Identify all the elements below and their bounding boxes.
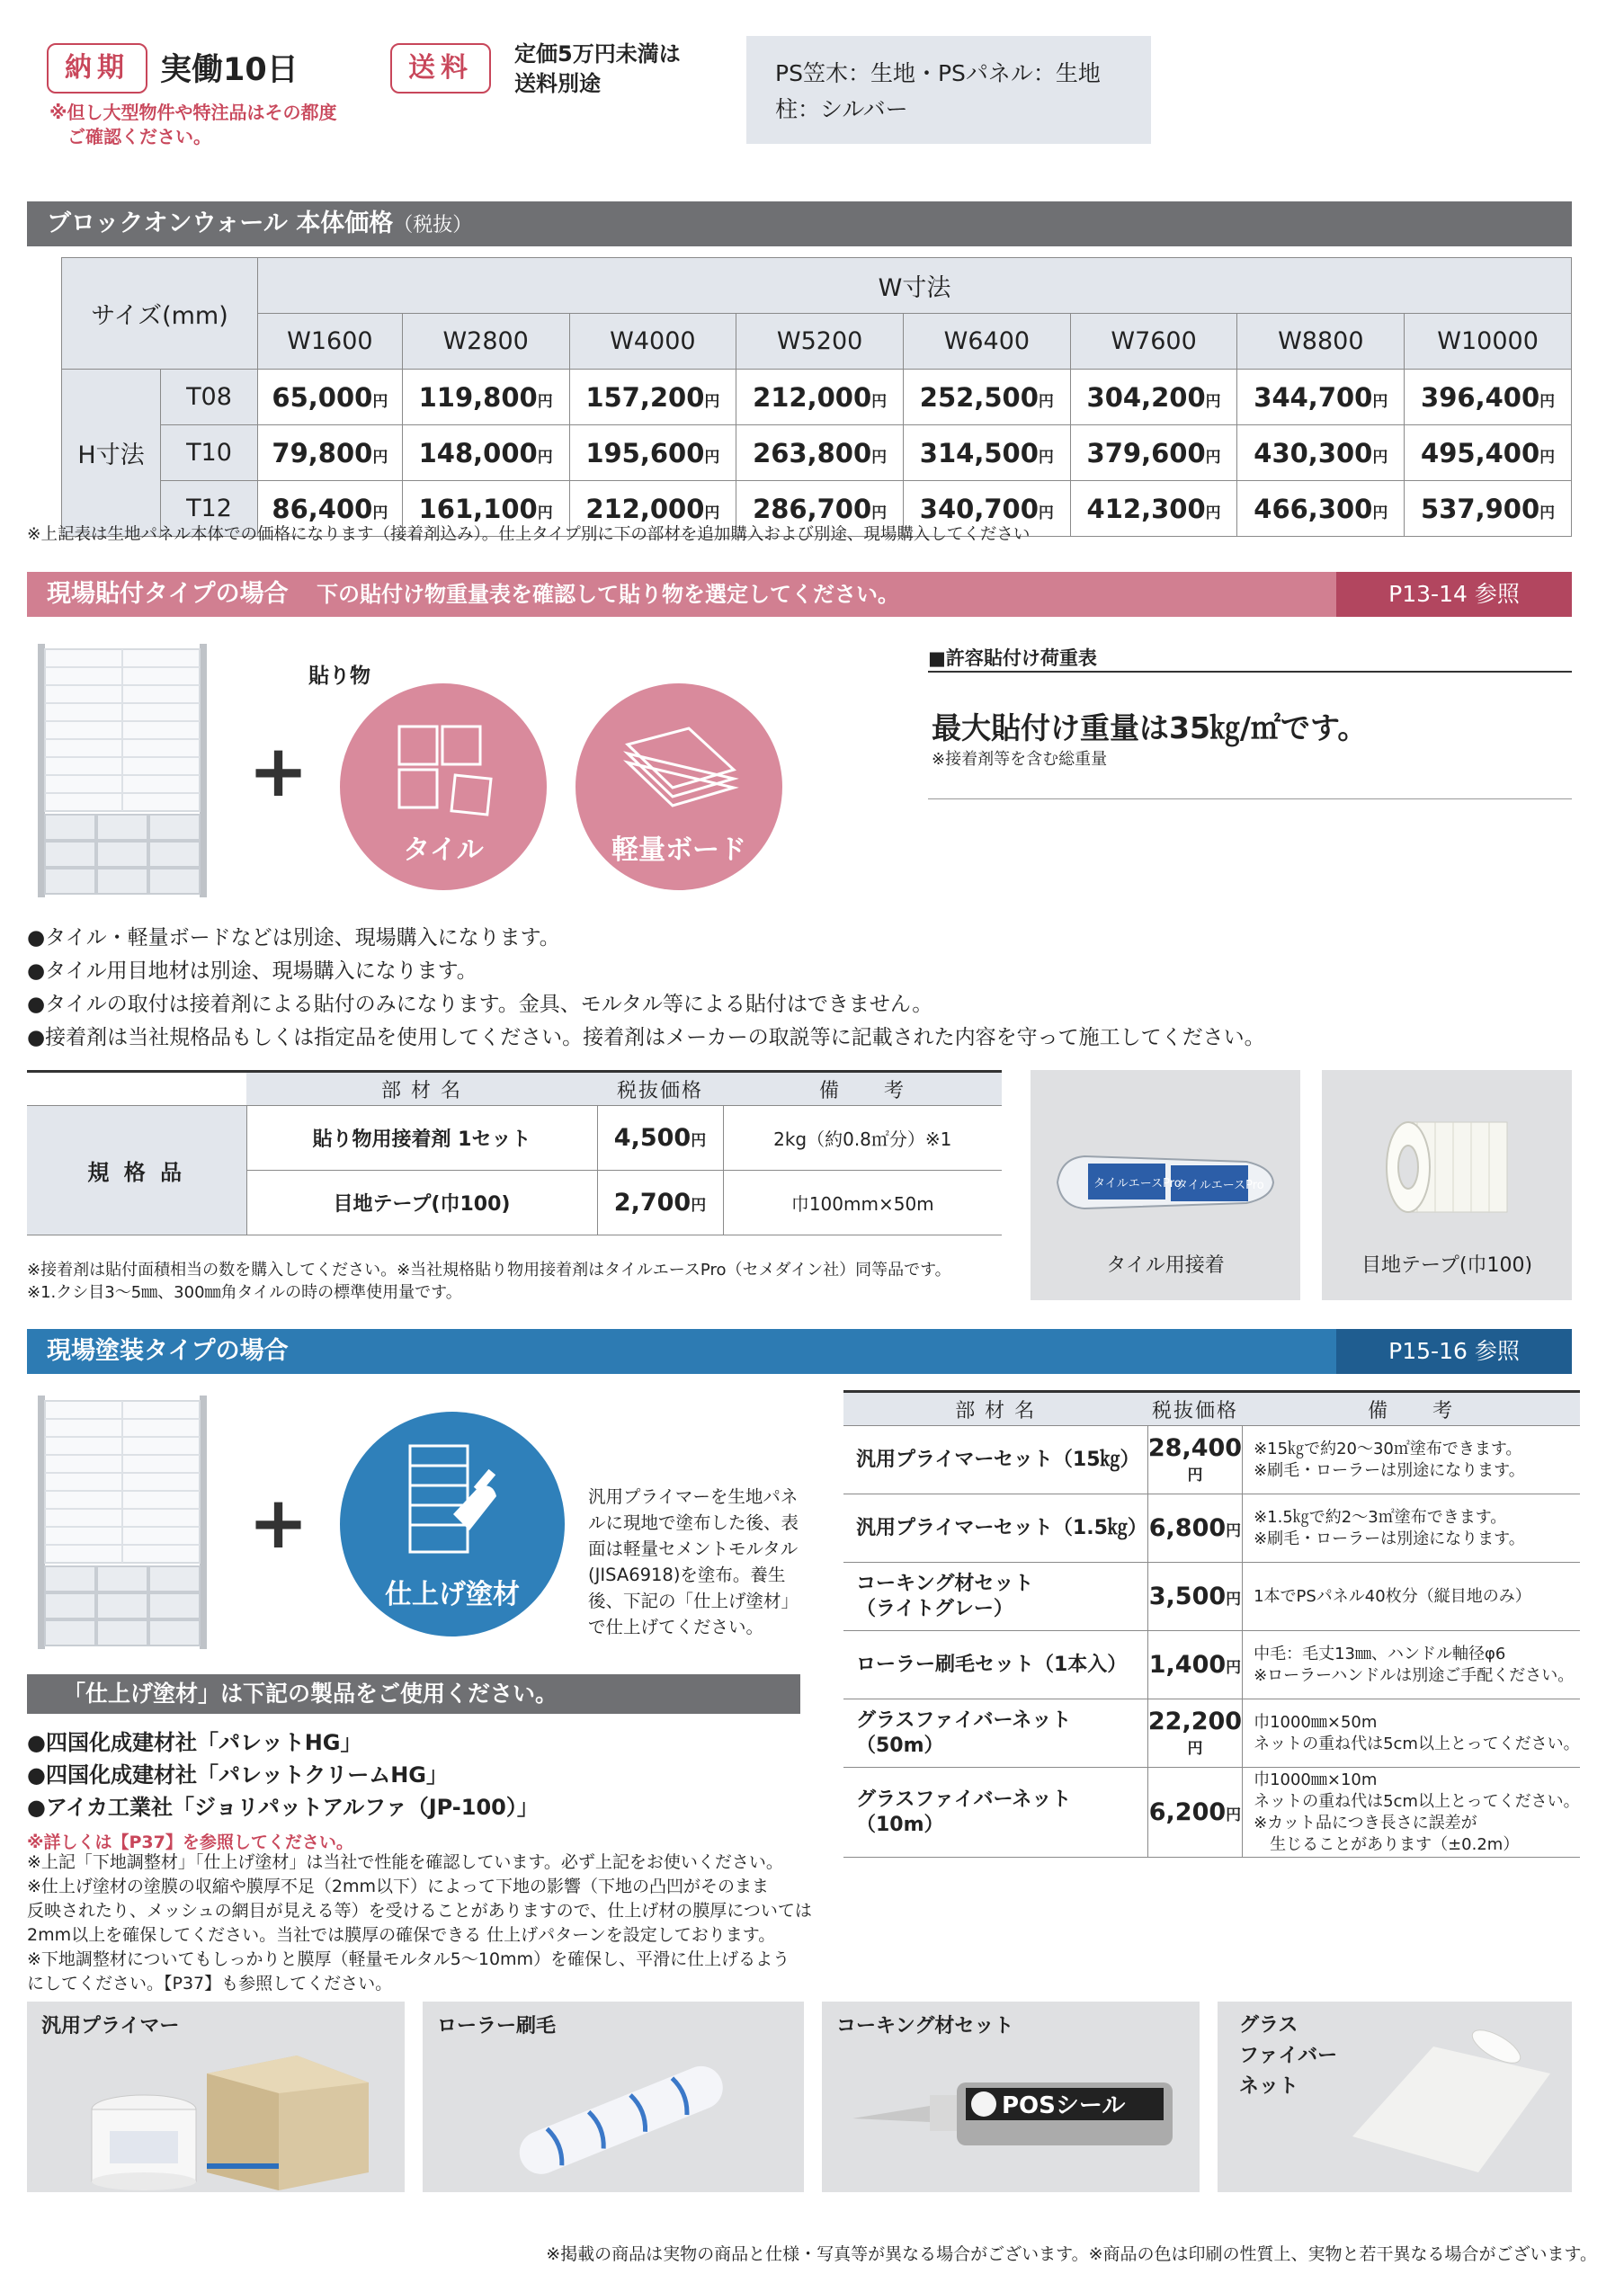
paint-red-note: ※詳しくは【P37】を参照してください。 [27, 1833, 353, 1852]
caulk-caption: コーキング材セット [836, 2015, 1014, 2038]
svg-text:POSシール: POSシール [1002, 2092, 1126, 2119]
haritsuke-label: 貼り物 [308, 664, 370, 688]
tile-row-note: 巾100mm×50m [723, 1171, 1002, 1235]
price-cell: 466,300円 [1237, 481, 1405, 537]
paint-row-note: 中毛：毛丈13㎜、ハンドル軸径φ6 ※ローラーハンドルは別途ご手配ください。 [1243, 1631, 1580, 1699]
primer-set-icon [90, 2038, 378, 2190]
price-cell: 119,800円 [402, 370, 569, 425]
price-cell: 161,100円 [402, 481, 569, 537]
price-cell: 195,600円 [569, 425, 736, 481]
paint-row [843, 1563, 1580, 1631]
adhesive-tube-icon [1048, 1142, 1282, 1223]
paint-th-price: 税抜価格 [1147, 1392, 1242, 1426]
tile-row-name: 目地テープ(巾100) [246, 1171, 597, 1235]
primer-photo [27, 2002, 405, 2192]
paint-row-price: 6,200円 [1147, 1768, 1242, 1858]
paint-description: 汎用プライマーを生地パネルに現地で塗布した後、表面は軽量セメントモルタル(JISA6918)を塗布。養生後、下記の「仕上げ塗材」で仕上げてください。 [588, 1486, 799, 1637]
footer-note: ※掲載の商品は実物の商品と仕様・写真等が異なる場合がございます。※商品の色は印刷の性質上、実物と若干異なる場合がございます。 [546, 2244, 1597, 2264]
price-cell: 412,300円 [1070, 481, 1237, 537]
price-cell: 379,600円 [1070, 425, 1237, 481]
caulk-photo [822, 2002, 1200, 2192]
board-icon [622, 723, 739, 822]
price-cell: 344,700円 [1237, 370, 1405, 425]
primer-caption: 汎用プライマー [41, 2015, 180, 2038]
w-column-header: W8800 [1237, 314, 1405, 370]
load-main: 最大貼付け重量は35㎏/㎡です。 [932, 710, 1368, 745]
tape-photo [1322, 1070, 1572, 1300]
price-cell: 263,800円 [736, 425, 904, 481]
roller-photo [423, 2002, 804, 2192]
w-column-header: W4000 [569, 314, 736, 370]
price-note: ※上記表は生地パネル本体での価格になります（接着剤込み）。仕上タイプ別に下の部材を追加購入および別途、現場購入してください [27, 525, 1031, 544]
tile-row-note: 2kg（約0.8㎡分）※1 [723, 1106, 1002, 1171]
paint-row-price: 3,500円 [1147, 1563, 1242, 1631]
paint-row-note: 巾1000㎜×10m ネットの重ね代は5cm以上とってください。 ※カット品につき長さに誤差が 生じることがあります（±0.2m） [1243, 1768, 1580, 1858]
paint-row-name: コーキング材セット （ライトグレー） [843, 1563, 1147, 1631]
tile-th-note: 備 考 [723, 1072, 1002, 1106]
paint-row-name: グラスファイバーネット （50m） [843, 1699, 1147, 1768]
paint-row-name: 汎用プライマーセット（15㎏） [843, 1426, 1147, 1494]
w-column-header: W2800 [402, 314, 569, 370]
load-heading: ■許容貼付け荷重表 [928, 647, 1097, 669]
paint-row-name: グラスファイバーネット （10m） [843, 1768, 1147, 1858]
tile-section-title: 現場貼付タイプの場合 [47, 580, 289, 608]
paint-row-note: 1本でPSパネル40枚分（縦目地のみ） [1243, 1563, 1580, 1631]
paint-th-note: 備 考 [1243, 1392, 1580, 1426]
h-row-label: T10 [161, 425, 258, 481]
tile-bullet: ●タイル用目地材は別途、現場購入になります。 [27, 959, 477, 983]
product-bar: 「仕上げ塗材」は下記の製品をご使用ください。 [27, 1674, 800, 1714]
tile-row-price: 2,700円 [597, 1171, 723, 1235]
price-cell: 430,300円 [1237, 425, 1405, 481]
price-cell: 304,200円 [1070, 370, 1237, 425]
paint-parts-table [843, 1390, 1580, 1858]
tile-bullets [27, 922, 1265, 1055]
price-cell: 396,400円 [1405, 370, 1572, 425]
paint-row [843, 1699, 1580, 1768]
roller-icon [495, 2056, 746, 2181]
tile-notes: ※接着剤は貼付面積相当の数を購入してください。※当社規格貼り物用接着剤はタイルエースPro（セメダイン社）同等品です。 ※1.クシ目3～5㎜、300㎜角タイルの時の標準使用量です。 [27, 1261, 951, 1302]
tile-bullet: ●タイルの取付は接着剤による貼付のみになります。金具、モルタル等による貼付はできません。 [27, 993, 933, 1016]
h-row-label: T12 [161, 481, 258, 537]
delivery-note: ※但し大型物件や特注品はその都度 ご確認ください。 [49, 102, 337, 147]
product-item: ●アイカ工業社「ジョリパットアルファ（JP-100）」 [27, 1795, 539, 1820]
delivery-badge: 納期 [47, 43, 147, 94]
paint-section-ref: P15-16 参照 [1336, 1329, 1572, 1374]
paint-row [843, 1426, 1580, 1494]
price-cell: 148,000円 [402, 425, 569, 481]
w-column-header: W1600 [258, 314, 403, 370]
w-dimension-header: W寸法 [258, 258, 1572, 314]
paint-row [843, 1631, 1580, 1699]
load-note: ※接着剤等を含む総重量 [932, 750, 1108, 769]
glassnet-roll-icon [1343, 2020, 1559, 2181]
glassnet-photo [1218, 2002, 1572, 2192]
tile-th-price: 税抜価格 [597, 1072, 723, 1106]
finish-label: 仕上げ塗材 [385, 1579, 520, 1610]
price-cell: 340,700円 [903, 481, 1070, 537]
tape-caption: 目地テープ(巾100) [1361, 1254, 1533, 1277]
h-row-label: T08 [161, 370, 258, 425]
svg-text:タイルエースPro: タイルエースPro [1093, 1177, 1182, 1191]
plus-sign: + [248, 729, 309, 813]
w-column-header: W6400 [903, 314, 1070, 370]
caulk-tube-icon [849, 2065, 1182, 2163]
tile-icon [396, 723, 495, 822]
price-cell: 65,000円 [258, 370, 403, 425]
paint-row-name: 汎用プライマーセット（1.5㎏） [843, 1494, 1147, 1563]
finish-circle [340, 1412, 565, 1636]
tile-bullet: ●タイル・軽量ボードなどは別途、現場購入になります。 [27, 926, 560, 950]
product-item: ●四国化成建材社「パレットクリームHG」 [27, 1762, 449, 1788]
size-header: サイズ(mm) [62, 258, 258, 370]
glassnet-caption: グラス ファイバー ネット [1239, 2014, 1338, 2098]
load-divider-bottom [928, 798, 1572, 799]
roller-caption: ローラー刷毛 [437, 2015, 557, 2038]
paint-row-price: 1,400円 [1147, 1631, 1242, 1699]
paint-section-title: 現場塗装タイプの場合 [47, 1337, 289, 1365]
paint-row-price: 6,800円 [1147, 1494, 1242, 1563]
price-cell: 212,000円 [736, 370, 904, 425]
price-section-title-sub: （税抜） [393, 214, 473, 236]
wall-illustration [32, 640, 212, 901]
product-item: ●四国化成建材社「パレットHG」 [27, 1730, 362, 1755]
paint-th-name: 部 材 名 [843, 1392, 1147, 1426]
w-column-header: W7600 [1070, 314, 1237, 370]
shipping-value: 定価5万円未満は 送料別途 [514, 41, 681, 96]
h-dimension-header: H寸法 [62, 370, 161, 537]
tile-bullet: ●接着剤は当社規格品もしくは指定品を使用してください。接着剤はメーカーの取説等に記載された内容を守って施工してください。 [27, 1026, 1265, 1049]
w-column-header: W10000 [1405, 314, 1572, 370]
wall-illustration [32, 1392, 212, 1653]
shipping-badge: 送料 [390, 43, 491, 94]
product-list [27, 1726, 539, 1824]
plus-sign: + [248, 1481, 309, 1565]
tile-label: タイル [403, 834, 484, 866]
paint-section-bar [27, 1329, 1572, 1374]
w-column-header: W5200 [736, 314, 904, 370]
spec-box: PS笠木：生地・PSパネル：生地 柱：シルバー [746, 36, 1151, 144]
price-cell: 252,500円 [903, 370, 1070, 425]
tile-th-name: 部 材 名 [246, 1072, 597, 1106]
price-row [62, 370, 1572, 425]
tile-row-name: 貼り物用接着剤 1セット [246, 1106, 597, 1171]
kikaku-label: 規 格 品 [27, 1106, 246, 1235]
paint-row-price: 28,400円 [1147, 1426, 1242, 1494]
board-circle [576, 683, 782, 890]
tile-parts-table [27, 1070, 1002, 1235]
price-cell: 157,200円 [569, 370, 736, 425]
paint-row-note: ※1.5㎏で約2～3㎡塗布できます。 ※刷毛・ローラーは別途になります。 [1243, 1494, 1580, 1563]
price-cell: 314,500円 [903, 425, 1070, 481]
paint-row [843, 1768, 1580, 1858]
svg-text:タイルエースPro: タイルエースPro [1176, 1179, 1264, 1192]
price-cell: 495,400円 [1405, 425, 1572, 481]
paint-row-price: 22,200円 [1147, 1699, 1242, 1768]
delivery-value: 実働10日 [160, 52, 299, 88]
tile-section-ref: P13-14 参照 [1336, 572, 1572, 617]
adhesive-photo [1031, 1070, 1300, 1300]
tile-row-price: 4,500円 [597, 1106, 723, 1171]
board-label: 軽量ボード [611, 834, 746, 866]
finish-trowel-icon [406, 1442, 505, 1559]
paint-notes: ※上記「下地調整材」「仕上げ塗材」は当社で性能を確認しています。必ず上記をお使いください。 ※仕上げ塗材の塗膜の収縮や膜厚不足（2mm以下）によって下地の影響（下地の凸凹がそのまま 反映されたり、メッシュの網目が見える等）を受けることがありますので、仕上げ材の膜厚については 2mm以上を確保してください。当社では膜厚の確保できる 仕上げパターンを設定しております。 ※下地調整材についてもしっかりと膜厚（軽量モルタル5～10mm）を確保し、平滑に仕上げるよう にしてください。【P37】も参照してください。 [27, 1852, 812, 1993]
paint-row-note: 巾1000㎜×50m ネットの重ね代は5cm以上とってください。 [1243, 1699, 1580, 1768]
paint-row [843, 1494, 1580, 1563]
paint-row-note: ※15㎏で約20～30㎡塗布できます。 ※刷毛・ローラーは別途になります。 [1243, 1426, 1580, 1494]
tile-circle [340, 683, 547, 890]
price-cell: 212,000円 [569, 481, 736, 537]
price-section-title: ブロックオンウォール 本体価格 [47, 210, 394, 237]
price-cell: 286,700円 [736, 481, 904, 537]
price-cell: 79,800円 [258, 425, 403, 481]
price-cell: 537,900円 [1405, 481, 1572, 537]
tape-roll-icon [1372, 1110, 1525, 1226]
adhesive-caption: タイル用接着 [1106, 1254, 1225, 1277]
price-cell: 86,400円 [258, 481, 403, 537]
price-section-bar [27, 201, 1572, 246]
price-table [61, 257, 1572, 537]
load-divider [928, 671, 1572, 673]
price-row [62, 425, 1572, 481]
paint-row-name: ローラー刷毛セット（1本入） [843, 1631, 1147, 1699]
tile-section-subtitle: 下の貼付け物重量表を確認して貼り物を選定してください。 [317, 582, 900, 607]
tile-section-bar [27, 572, 1572, 617]
